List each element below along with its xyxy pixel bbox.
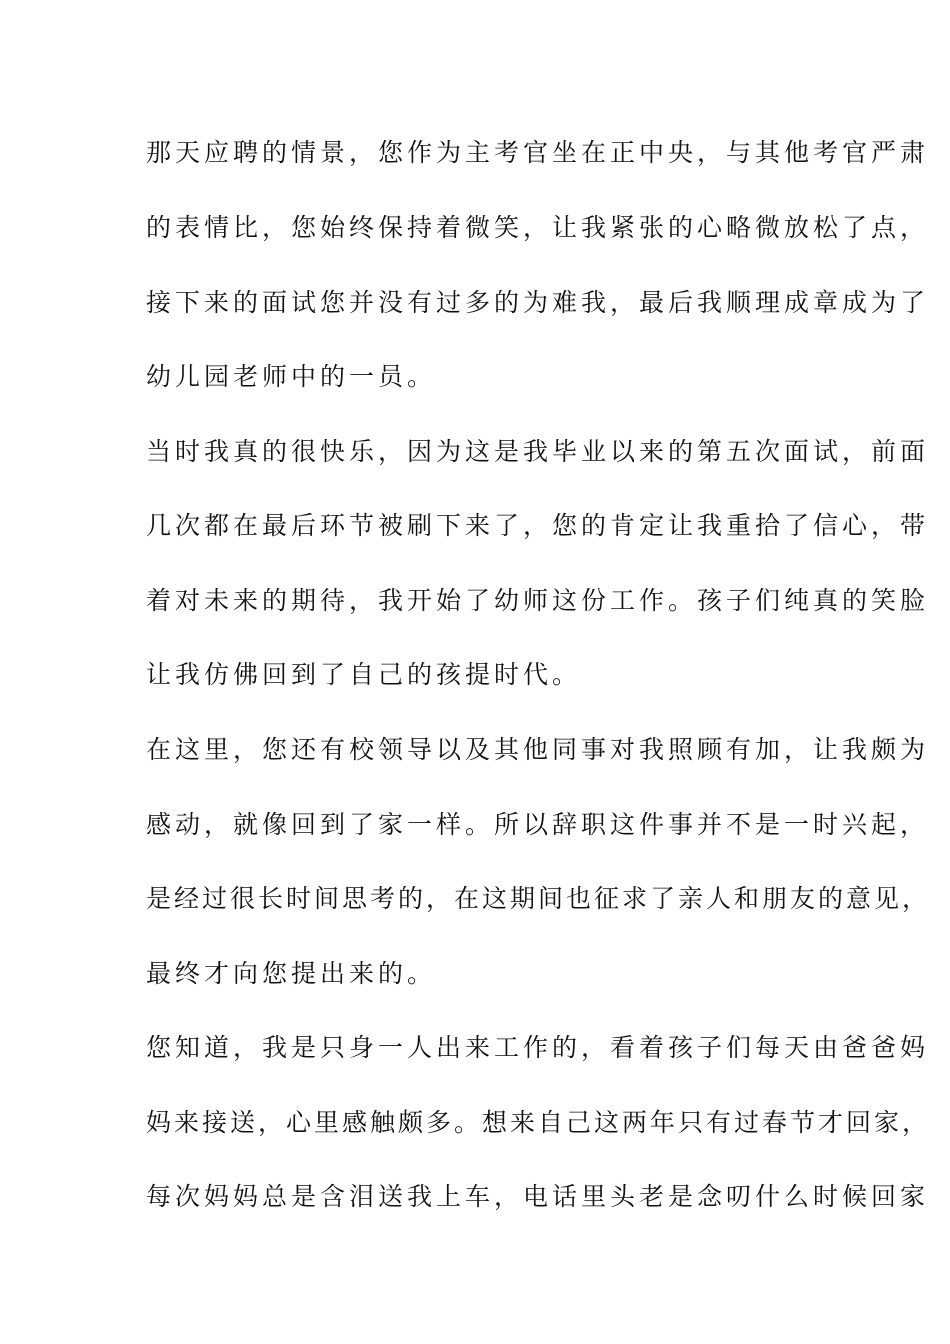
text-line: 幼儿园老师中的一员。 bbox=[146, 362, 437, 391]
text-line: 着对未来的期待，我开始了幼师这份工作。孩子们纯真的笑脸 bbox=[146, 586, 930, 615]
text-line: 在这里，您还有校领导以及其他同事对我照顾有加，让我颇为 bbox=[146, 735, 930, 764]
text-line: 妈来接送，心里感触颇多。想来自己这两年只有过春节才回家， bbox=[146, 1108, 931, 1137]
text-line: 那天应聘的情景，您作为主考官坐在正中央，与其他考官严肃 bbox=[146, 138, 930, 167]
text-line: 是经过很长时间思考的，在这期间也征求了亲人和朋友的意见， bbox=[146, 884, 931, 913]
text-line: 每次妈妈总是含泪送我上车，电话里头老是念叨什么时候回家 bbox=[146, 1182, 930, 1211]
text-line: 几次都在最后环节被刷下来了，您的肯定让我重拾了信心，带 bbox=[146, 511, 930, 540]
text-line: 接下来的面试您并没有过多的为难我，最后我顺理成章成为了 bbox=[146, 288, 930, 317]
text-line: 当时我真的很快乐，因为这是我毕业以来的第五次面试，前面 bbox=[146, 437, 930, 466]
text-line: 最终才向您提出来的。 bbox=[146, 959, 437, 988]
text-line: 感动，就像回到了家一样。所以辞职这件事并不是一时兴起， bbox=[146, 810, 930, 839]
text-line: 的表情比，您始终保持着微笑，让我紧张的心略微放松了点， bbox=[146, 213, 930, 242]
text-line: 让我仿佛回到了自己的孩提时代。 bbox=[146, 660, 582, 689]
text-line: 您知道，我是只身一人出来工作的，看着孩子们每天由爸爸妈 bbox=[146, 1033, 930, 1062]
